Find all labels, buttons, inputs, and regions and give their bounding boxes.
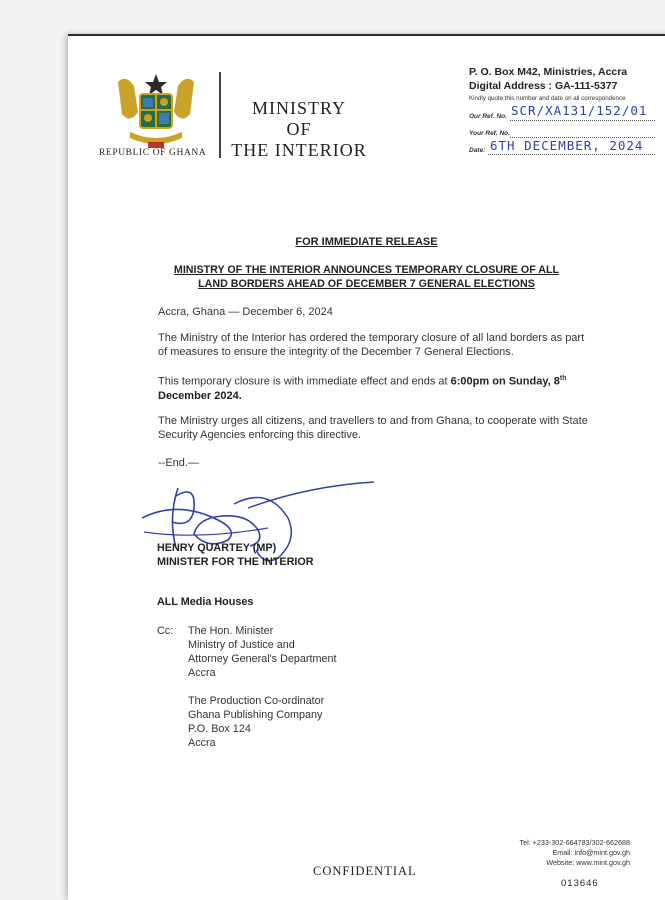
paragraph-3: The Ministry urges all citizens, and travellers to and from Ghana, to cooperate with State Security Agencies enforcing this directive.	[158, 415, 588, 441]
recipients-main: ALL Media Houses	[157, 596, 254, 608]
our-ref-handwritten: SCR/XA131/152/01	[511, 103, 648, 118]
cc-line: Attorney General's Department	[188, 653, 337, 665]
digital-address: Digital Address : GA-111-5377	[469, 80, 618, 92]
footer-tel: Tel: +233-302-664783/302-662688	[519, 838, 630, 847]
paragraph-1: The Ministry of the Interior has ordered the temporary closure of all land borders as part of measures to ensure the integrity of the December 7 General Elections.	[158, 332, 585, 358]
contact-footer	[490, 838, 630, 868]
serial-number: 013646	[561, 878, 599, 889]
ministry-title	[228, 98, 370, 161]
cc-line: P.O. Box 124	[188, 723, 251, 735]
release-headline	[68, 263, 665, 291]
cc-line: The Hon. Minister	[188, 625, 274, 637]
headline-line-1: MINISTRY OF THE INTERIOR ANNOUNCES TEMPORARY CLOSURE OF ALL	[173, 264, 560, 276]
cc-line: Ministry of Justice and	[188, 639, 295, 651]
signatory	[157, 541, 314, 569]
cc-recipient-2	[188, 694, 324, 750]
cc-label: Cc:	[157, 625, 174, 637]
date-label: Date:	[469, 147, 486, 154]
ministry-title-line: THE INTERIOR	[231, 140, 367, 160]
date-handwritten: 6TH DECEMBER, 2024	[490, 138, 644, 153]
headline-line-2: LAND BORDERS AHEAD OF DECEMBER 7 GENERAL ELECTIONS	[198, 278, 535, 290]
end-mark: --End.—	[158, 457, 199, 469]
paragraph-2-text: This temporary closure is with immediate effect and ends at	[158, 375, 451, 388]
our-ref-label: Our Ref. No.	[469, 113, 507, 120]
signatory-title: MINISTER FOR THE INTERIOR	[157, 556, 314, 568]
footer-email: Email: info@mint.gov.gh	[552, 848, 630, 857]
postal-address: P. O. Box M42, Ministries, Accra	[469, 66, 628, 78]
letterhead-divider	[219, 72, 221, 158]
paragraph-2	[158, 372, 598, 403]
republic-of-ghana-label: REPUBLIC OF GHANA	[99, 148, 207, 158]
quote-reference-note: Kindly quote this number and date on all correspondence	[469, 95, 626, 102]
confidential-label: CONFIDENTIAL	[313, 864, 417, 878]
top-border-line	[68, 34, 665, 36]
release-label: FOR IMMEDIATE RELEASE	[295, 236, 438, 248]
ministry-title-line: OF	[286, 119, 312, 139]
cc-line: Accra	[188, 737, 216, 749]
cc-recipient-1	[188, 624, 337, 680]
date-line	[488, 154, 655, 155]
paragraph-2-superscript: th	[559, 375, 567, 382]
footer-website: Website: www.mint.gov.gh	[546, 858, 630, 867]
paragraph-2-bold-end: December 2024.	[158, 389, 242, 402]
ministry-title-line: MINISTRY	[251, 98, 346, 118]
cc-line: Ghana Publishing Company	[188, 709, 323, 721]
our-ref-line	[510, 120, 655, 121]
dateline: Accra, Ghana — December 6, 2024	[158, 306, 333, 318]
cc-line: The Production Co-ordinator	[188, 695, 325, 707]
paragraph-2-bold: 6:00pm on Sunday, 8	[450, 375, 560, 388]
your-ref-label: Your Ref. No.	[469, 130, 510, 137]
cc-line: Accra	[188, 667, 216, 679]
coat-of-arms-icon	[112, 72, 200, 152]
signatory-name: HENRY QUARTEY (MP)	[157, 542, 277, 554]
